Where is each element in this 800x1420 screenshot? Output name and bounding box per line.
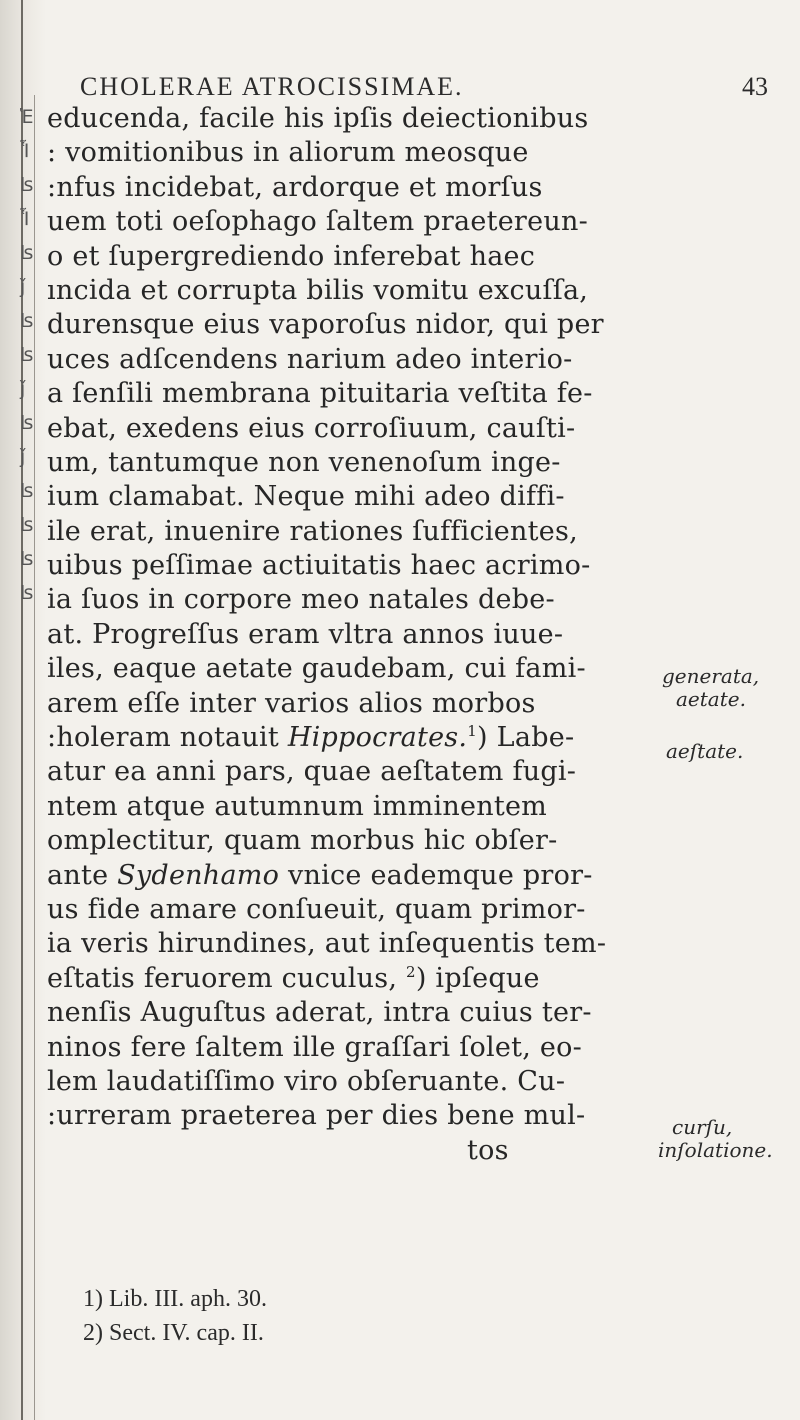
text-line: ıncida et corrupta bilis vomitu excuſſa, [47,274,589,306]
text-fragment: eſtatis feruorem cuculus, [47,962,407,994]
body-text [47,102,607,1168]
footnote-ref-2: 2 [406,962,416,981]
text-line-hippocrates [47,721,607,755]
text-line-sydenham [47,859,607,893]
text-line: uem toti oeſophago ſaltem praetereun- [47,206,588,238]
text-line: a ſenſili membrana pituitaria veſtita fe- [47,378,593,410]
page-number: 43 [742,72,768,101]
text-line-cuculus [47,962,607,996]
text-line: ia veris hirundines, aut inſequentis tem- [47,928,607,960]
text-line: educenda, facile his ipſis deiectionibus [47,103,589,134]
italic-name-hippocrates: Hippocrates. [287,722,468,754]
text-line: iles, eaque aetate gaudebam, cui fami- [47,653,586,685]
text-line: ia ſuos in corpore meo natales debe- [47,584,555,616]
text-line: uibus peſſimae actiuitatis haec acrimo- [47,550,591,582]
footnote-2: 2) Sect. IV. cap. II. [83,1320,264,1346]
text-line: lem laudatiſſimo viro obſeruante. Cu- [47,1065,566,1097]
text-line: o et ſupergrediendo inferebat haec [47,240,536,272]
catchword-line [47,1134,607,1168]
text-line: um, tantumque non venenoſum inge- [47,446,561,478]
text-line: :nfus incidebat, ardorque et morſus [47,171,543,203]
catchword: tos [467,1134,509,1166]
footnote-1: 1) Lib. III. aph. 30. [83,1286,267,1312]
text-line: nenſis Auguſtus aderat, intra cuius ter- [47,997,592,1029]
footnotes [83,1282,583,1350]
text-line: durensque eius vaporoſus nidor, qui per [47,309,604,341]
text-line: atur ea anni pars, quae aeſtatem fugi- [47,756,577,788]
text-line: uces adſcendens narium adeo interio- [47,343,573,375]
text-line: ium clamabat. Neque mihi adeo diffi- [47,481,565,513]
italic-name-sydenhamo: Sydenhamo [117,859,280,891]
text-fragment: ) Labe- [477,722,575,754]
binding-inner-line [34,95,35,1420]
text-line: ile erat, inuenire rationes ſufficientes, [47,515,578,547]
text-fragment: :holeram notauit [47,722,288,754]
text-line: ntem atque autumnum imminentem [47,790,548,822]
text-line: ninos fere ſaltem ille graſſari ſolet, eo- [47,1031,582,1063]
margin-note-insolatione: inſolatione. [658,1138,773,1162]
margin-note-aestate: aeſtate. [666,739,744,763]
margin-note-cursu: curſu, [672,1115,733,1139]
running-head: CHOLERAE ATROCISSIMAE. [80,72,464,101]
margin-note-aetate: aetate. [676,687,746,711]
text-line: us fide amare conſueuit, quam primor- [47,893,586,925]
text-line: :urreram praeterea per dies bene mul- [47,1100,586,1132]
text-line: ebat, exedens eius corroſiuum, cauſti- [47,412,576,444]
text-line: omplectitur, quam morbus hic obſer- [47,825,558,857]
text-line: : vomitionibus in aliorum meosque [47,137,529,169]
text-fragment: vnice eademque pror- [279,859,593,891]
text-line: at. Progreſſus eram vltra annos iuue- [47,618,564,650]
book-page: Ἑ Ἷ ʪ Ἷ ʪ ǰ ʪ ʪ ǰ ʪ ǰ ʪ ʪ ʪ ʪ CHOLERAE ATROCISSIMAE. 43 educenda, facile his ipſis deiectionibus : vomitionibus in aliorum meosque :nfus incidebat, ardorque et morſus uem toti oeſophago ſaltem praetereun- o et ſupergrediendo inferebat haec ıncida et corrupta bilis vomitu excuſſa, durensque eius vaporoſus nidor, qui per uces adſcendens narium adeo interio- a ſenſili membrana pituitaria veſtita fe- ebat, exedens eius corroſiuum, cauſti- um, tantumque non venenoſum inge- ium clamabat. Neque mihi adeo diffi- ile erat, inuenire rationes ſufficientes, uibus peſſimae actiuitatis haec acrimo- ia ſuos in corpore meo natales debe- at. Progreſſus eram vltra annos iuue- iles, eaque aetate gaudebam, cui fami- arem eſſe inter varios alios morbos :holeram notauit Hippocrates.$^1$) Labe- atur ea anni pars, quae aeſtatem fugi- ntem atque autumnum imminentem omplectitur, quam morbus hic obſer- ante Sydenhamo vnice eademque pror- us fide amare conſueuit, quam primor- ia veris hirundines, aut inſequentis tem- eſtatis feruorem cuculus, $^2$) ipſeque nenſis Auguſtus aderat, intra cuius ter- ninos fere ſaltem ille graſſari ſolet, eo- lem laudatiſſimo viro obſeruante. Cu- :urreram praeterea per dies bene mul- tos generata, aetate. aeſtate. curſu, inſolatione. 1) Lib. III. aph. 30. 2) Sect. IV. cap. II. [0,0,800,1420]
text-fragment: ) ipſeque [415,962,540,994]
footnote-ref-1: 1 [467,722,478,741]
margin-note-generata: generata, [662,664,760,688]
text-line: arem eſſe inter varios alios morbos [47,687,536,719]
text-fragment: ante [47,859,118,891]
